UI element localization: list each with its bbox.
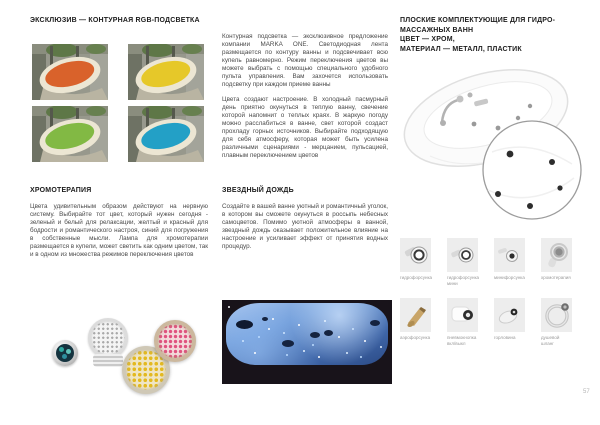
product-label: душевой шланг	[541, 335, 560, 346]
product-label: гидрофорсунка мини	[447, 275, 480, 286]
product-air-jet	[400, 298, 431, 346]
chromo-lamp-body-photo	[93, 354, 123, 367]
components-subtitle-color: ЦВЕТ — ХРОМ,	[400, 36, 455, 43]
rgb-body-paragraph-2: Цвета создают настроение. В холодный пасмурный день приятно окунуться в теплую ванну, свечение которой напомнит о теплых краях. В жаркую погоду можно расслабиться в ванне, свет которой создаст прохладу горных источников. Выбирайте подходящую для себя атмосферу, которая может быть усилена различными сценариями - мерцанием, пульсацией, плавным переключением цветов	[222, 96, 388, 159]
rgb-tub-photo-green	[32, 106, 108, 162]
product-chromo-disc	[541, 238, 572, 286]
chromotherapy-lamps-photo	[30, 302, 210, 417]
product-label: гидрофорсунка	[400, 275, 433, 280]
rgb-tub-photo-blue	[128, 106, 204, 162]
star-section-title: ЗВЕЗДНЫЙ ДОЖДЬ	[222, 187, 294, 194]
components-products-grid	[400, 238, 576, 346]
product-label: хромотерапия	[541, 275, 571, 280]
chromo-lamp-white-photo	[88, 318, 128, 358]
components-title-line2: МАССАЖНЫХ ВАНН	[400, 26, 474, 34]
product-hydro-jet-mini	[447, 238, 478, 286]
components-section-title	[400, 16, 590, 54]
hydro-jet-mini-photo	[447, 238, 478, 272]
components-title-line1: ПЛОСКИЕ КОМПЛЕКТУЮЩИЕ ДЛЯ ГИДРО-	[400, 17, 556, 24]
components-bath-photo	[400, 60, 588, 224]
components-subtitle-material: МАТЕРИАЛ — МЕТАЛЛ, ПЛАСТИК	[400, 45, 522, 53]
starry-bath-photo	[222, 300, 392, 384]
product-pneumo-button	[447, 298, 478, 346]
mini-jet-photo	[494, 238, 525, 272]
chromo-body-text: Цвета удивительным образом действуют на нервную систему. Выбирайте тот цвет, который нужен сегодня - зеленый и белый для релаксации, желтый и красный для бодрости и романтического настроя, синий для погружения в собственные мысли. Лампа для хромотерапии размещается в купели, может светить как одним цветом, так и в одном из множества режимов переключения цветов	[30, 203, 208, 258]
fitting-photo	[494, 298, 525, 332]
product-label: минифорсунка	[494, 275, 525, 280]
page-number: 57	[583, 389, 590, 395]
pneumo-button-photo	[447, 298, 478, 332]
product-hydro-jet	[400, 238, 431, 286]
product-shower-hose	[541, 298, 572, 346]
rgb-body-column	[222, 33, 388, 160]
star-body-text: Создайте в вашей ванне уютный и романтичный уголок, в котором вы сможете окунуться в россыпь небесных самоцветов. Помимо уютной атмосферы в ванной, звездный дождь оказывает положительное влияние на настроение и усиливает эффект от принятия водных процедур.	[222, 203, 388, 250]
hydro-jet-photo	[400, 238, 431, 272]
product-label: пневмокнопка вкл/выкл	[447, 335, 477, 346]
chromo-control-button-photo	[52, 340, 78, 366]
chromo-lamp-pink-photo	[154, 320, 196, 362]
rgb-tub-photo-yellow	[128, 44, 204, 100]
product-label: горловина	[494, 335, 516, 340]
rgb-body-paragraph-1: Контурная подсветка — эксклюзивное предложение компании MARKA ONE. Светодиодная лента размещается по контуру ванны и подсвечивает всю купель равномерно. Режим переключения цветов вы можете выбрать с помощью специального удобного пульта управления. Вам захочется использовать подсветку при каждом приеме ванны	[222, 33, 388, 88]
product-mini-jet	[494, 238, 525, 286]
product-label: аэрофорсунка	[400, 335, 431, 340]
bath-headrest	[236, 320, 253, 329]
rgb-tub-photo-orange	[32, 44, 108, 100]
rgb-section-title: ЭКСКЛЮЗИВ — КОНТУРНАЯ RGB-ПОДСВЕТКА	[30, 17, 200, 24]
rgb-tub-grid	[32, 44, 204, 162]
shower-hose-photo	[541, 298, 572, 332]
chromo-section-title: ХРОМОТЕРАПИЯ	[30, 187, 92, 194]
air-jet-photo	[400, 298, 431, 332]
chromo-disc-photo	[541, 238, 572, 272]
product-fitting	[494, 298, 525, 346]
